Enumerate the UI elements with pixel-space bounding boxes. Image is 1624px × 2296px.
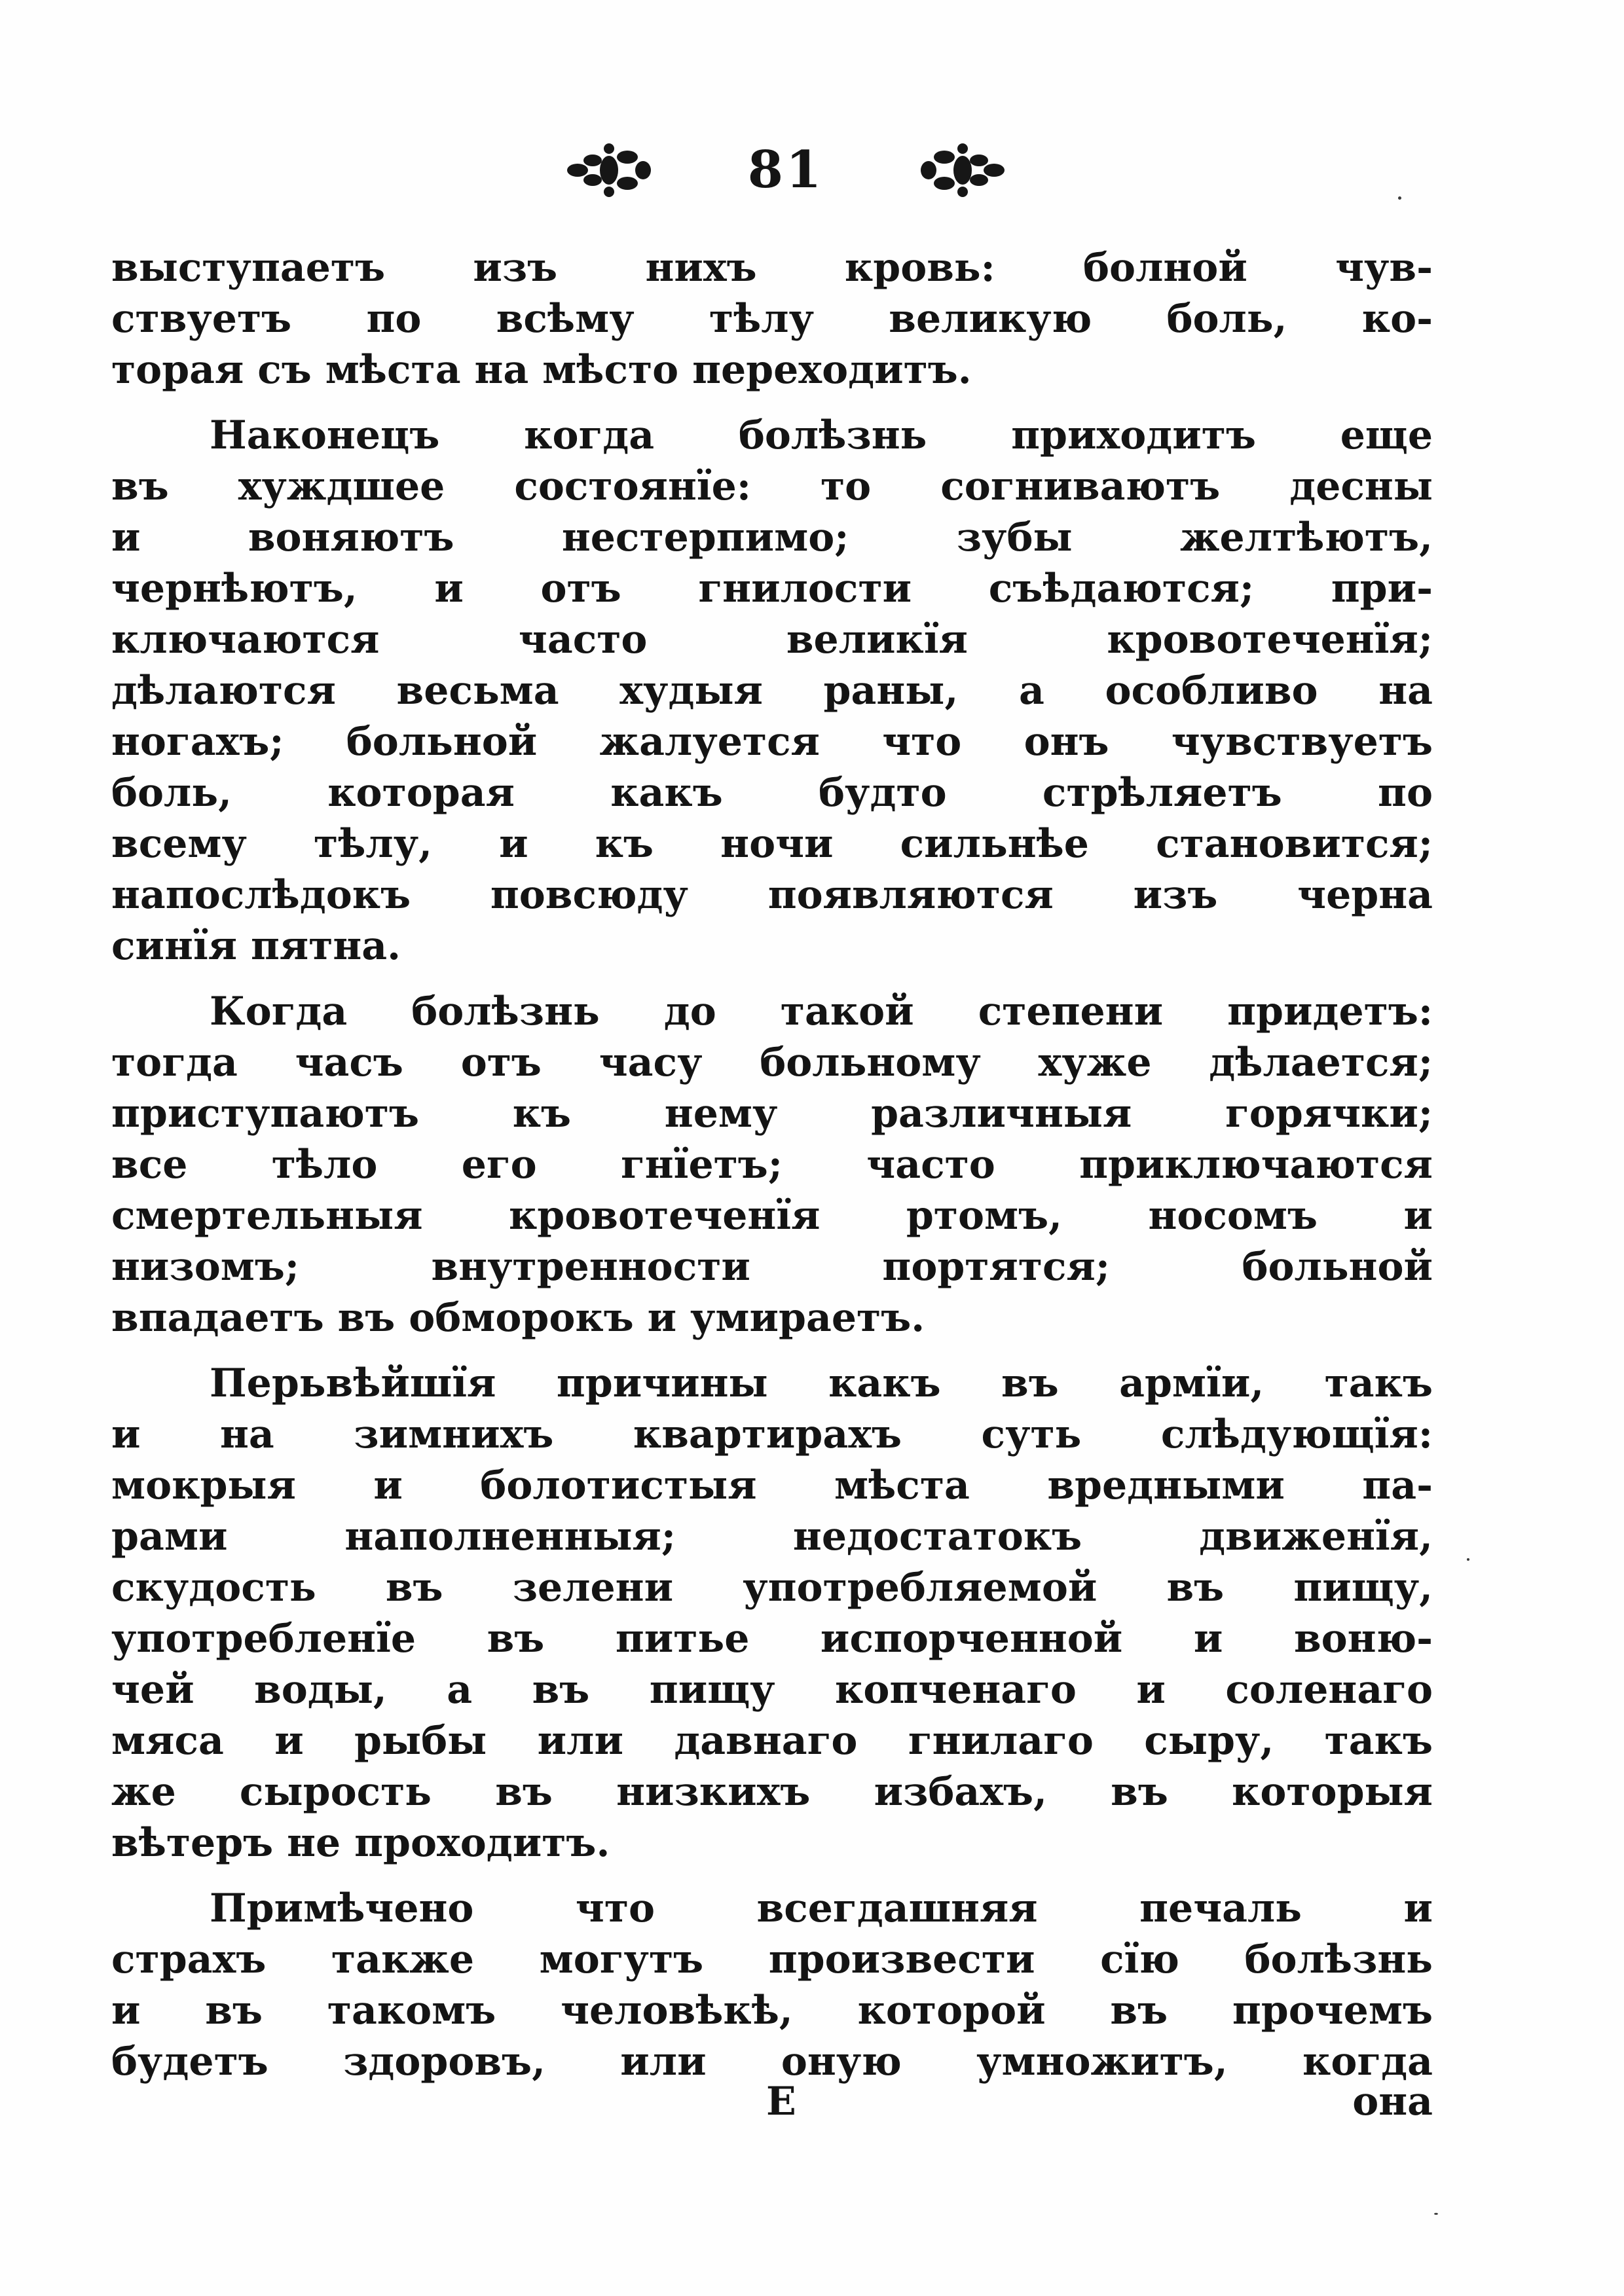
paragraph — [111, 1358, 1433, 1868]
text-line: Перьвѣйшїя причины какъ въ армїи, такъ — [210, 1360, 1433, 1406]
signature-mark: E — [766, 2079, 796, 2124]
text-line: же сырость въ низкихъ избахъ, въ которыя — [111, 1769, 1433, 1815]
text-line: Когда болѣзнь до такой степени придетъ: — [210, 989, 1433, 1034]
print-speck — [1398, 196, 1401, 200]
text-line: рами наполненныя; недостатокъ движенїя, — [111, 1514, 1433, 1559]
catchword: она — [1352, 2079, 1433, 2124]
text-line: и воняютъ нестерпимо; зубы желтѣютъ, — [111, 515, 1433, 560]
text-line: впадаетъ въ обморокъ и умираетъ. — [111, 1295, 925, 1341]
text-line: ключаются часто великїя кровотеченїя; — [111, 617, 1433, 663]
text-line: будетъ здоровъ, или оную умножитъ, когда — [111, 2039, 1433, 2085]
body-text — [111, 242, 1433, 2087]
text-line: тогда часъ отъ часу больному хуже дѣлается; — [111, 1040, 1433, 1085]
text-line: выступаетъ изъ нихъ кровь: болной чув- — [111, 245, 1433, 291]
page-number: 81 — [747, 140, 824, 200]
text-line: напослѣдокъ повсюду появляются изъ черна — [111, 872, 1433, 918]
text-line: и въ такомъ человѣкѣ, которой въ прочемъ — [111, 1988, 1433, 2033]
paragraph — [111, 242, 1433, 395]
paragraph — [111, 986, 1433, 1343]
text-line: ногахъ; больной жалуется что онъ чувствуетъ — [111, 719, 1433, 765]
text-line: дѣлаются весьма худыя раны, а особливо на — [111, 668, 1433, 714]
text-line: приступаютъ къ нему различныя горячки; — [111, 1091, 1433, 1137]
text-line: все тѣло его гнїетъ; часто приключаются — [111, 1142, 1433, 1188]
text-line: употребленїе въ питье испорченной и воню- — [111, 1616, 1433, 1662]
text-line: смертельныя кровотеченїя ртомъ, носомъ и — [111, 1193, 1433, 1239]
text-line: боль, которая какъ будто стрѣляетъ по — [111, 770, 1433, 816]
text-line: скудость въ зелени употребляемой въ пищу, — [111, 1565, 1433, 1611]
fleuron-right-icon — [917, 141, 1008, 200]
text-line: низомъ; внутренности портятся; больной — [111, 1244, 1433, 1290]
text-line: вѣтеръ не проходитъ. — [111, 1820, 610, 1866]
text-line: чей воды, а въ пищу копченаго и соленаго — [111, 1667, 1433, 1713]
page-footer — [111, 2075, 1433, 2128]
text-line: страхъ также могутъ произвести сїю болѣзнь — [111, 1937, 1433, 1982]
text-line: Примѣчено что всегдашняя печаль и — [210, 1886, 1433, 1931]
text-line: всему тѣлу, и къ ночи сильнѣе становится; — [111, 821, 1433, 867]
text-line: и на зимнихъ квартирахъ суть слѣдующїя: — [111, 1412, 1433, 1457]
text-line: мяса и рыбы или давнаго гнилаго сыру, такъ — [111, 1718, 1433, 1764]
text-line: Наконецъ когда болѣзнь приходитъ еще — [210, 412, 1433, 458]
page-header — [563, 134, 1008, 206]
text-line: чернѣютъ, и отъ гнилости съѣдаются; при- — [111, 566, 1433, 611]
fleuron-left-icon — [563, 141, 655, 200]
text-line: синїя пятна. — [111, 923, 401, 969]
print-speck — [1467, 1558, 1469, 1561]
paragraph — [111, 410, 1433, 972]
text-line: торая съ мѣста на мѣсто переходитъ. — [111, 347, 972, 393]
text-line: мокрыя и болотистыя мѣста вредными па- — [111, 1463, 1433, 1508]
text-line: ствуетъ по всѣму тѣлу великую боль, ко- — [111, 296, 1433, 342]
print-speck — [1434, 2213, 1438, 2215]
text-line: въ хуждшее состоянїе: то согниваютъ десны — [111, 464, 1433, 509]
paragraph — [111, 1883, 1433, 2087]
